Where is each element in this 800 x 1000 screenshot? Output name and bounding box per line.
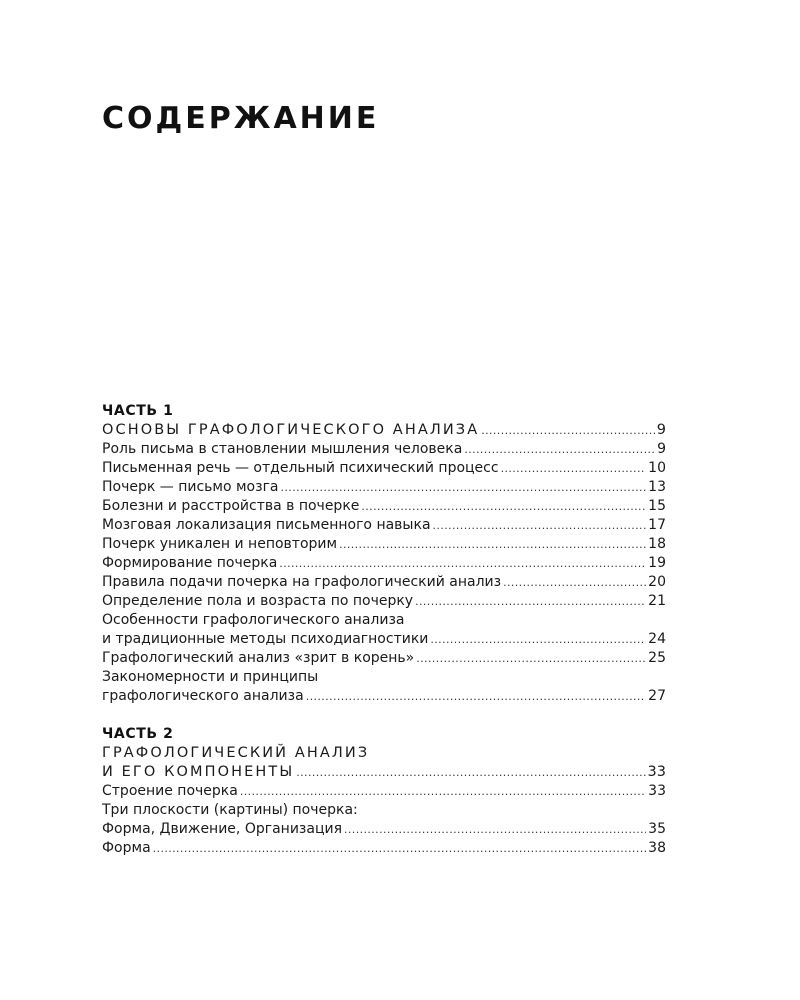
dot-leader bbox=[240, 782, 646, 801]
dot-leader bbox=[344, 820, 646, 839]
entry-title: и традиционные методы психодиагностики bbox=[102, 631, 429, 647]
part-1 bbox=[102, 402, 666, 706]
toc-entry[interactable] bbox=[102, 839, 666, 858]
entry-title: Мозговая локализация письменного навыка bbox=[102, 517, 431, 533]
toc-entry[interactable] bbox=[102, 573, 666, 592]
toc-entry[interactable] bbox=[102, 516, 666, 535]
entry-title-line1: ГРАФОЛОГИЧЕСКИЙ АНАЛИЗ bbox=[102, 745, 370, 761]
entry-title: Роль письма в становлении мышления человека bbox=[102, 441, 463, 457]
dot-leader bbox=[279, 554, 646, 573]
dot-leader bbox=[415, 592, 646, 611]
part-2 bbox=[102, 725, 666, 858]
dot-leader bbox=[306, 687, 646, 706]
part-label: ЧАСТЬ 1 bbox=[102, 403, 174, 419]
dot-leader bbox=[281, 478, 647, 497]
entry-title-line1: Три плоскости (картины) почерка: bbox=[102, 802, 358, 818]
toc-entry[interactable] bbox=[102, 668, 666, 706]
entry-title-line1: Закономерности и принципы bbox=[102, 669, 319, 685]
page-number: 27 bbox=[648, 688, 666, 704]
dot-leader bbox=[503, 573, 646, 592]
page-number: 10 bbox=[648, 460, 666, 476]
entry-title: Строение почерка bbox=[102, 783, 238, 799]
entry-title: Почерк уникален и неповторим bbox=[102, 536, 338, 552]
entry-title: И ЕГО КОМПОНЕНТЫ bbox=[102, 764, 295, 780]
toc-entry[interactable] bbox=[102, 497, 666, 516]
page-number: 38 bbox=[648, 840, 666, 856]
page-number: 33 bbox=[648, 783, 666, 799]
toc-entry[interactable] bbox=[102, 459, 666, 478]
toc-entry[interactable] bbox=[102, 440, 666, 459]
page-number: 35 bbox=[648, 821, 666, 837]
dot-leader bbox=[339, 535, 646, 554]
page-number: 17 bbox=[648, 517, 666, 533]
entry-title: Форма, Движение, Организация bbox=[102, 821, 342, 837]
dot-leader bbox=[501, 459, 647, 478]
entry-title: Формирование почерка bbox=[102, 555, 278, 571]
entry-title: Определение пола и возраста по почерку bbox=[102, 593, 414, 609]
entry-title: Письменная речь — отдельный психический процесс bbox=[102, 460, 499, 476]
page-number: 18 bbox=[648, 536, 666, 552]
entry-title: ОСНОВЫ ГРАФОЛОГИЧЕСКОГО АНАЛИЗА bbox=[102, 422, 480, 438]
page-number: 21 bbox=[648, 593, 666, 609]
page-number: 13 bbox=[648, 479, 666, 495]
page-number: 9 bbox=[656, 422, 666, 438]
entry-title: графологического анализа bbox=[102, 688, 304, 704]
page-number: 19 bbox=[648, 555, 666, 571]
toc-entry[interactable] bbox=[102, 554, 666, 573]
part-heading[interactable] bbox=[102, 744, 666, 782]
entry-title: Форма bbox=[102, 840, 151, 856]
dot-leader bbox=[153, 839, 647, 858]
toc-entry[interactable] bbox=[102, 801, 666, 839]
entry-title: Правила подачи почерка на графологический анализ bbox=[102, 574, 502, 590]
toc-entry[interactable] bbox=[102, 611, 666, 649]
entry-title: Графологический анализ «зрит в корень» bbox=[102, 650, 415, 666]
toc-entry[interactable] bbox=[102, 592, 666, 611]
dot-leader bbox=[464, 440, 655, 459]
dot-leader bbox=[433, 516, 647, 535]
toc-entry[interactable] bbox=[102, 782, 666, 801]
dot-leader bbox=[430, 630, 646, 649]
toc-entry[interactable] bbox=[102, 649, 666, 668]
page-number: 33 bbox=[647, 764, 666, 780]
dot-leader bbox=[416, 649, 646, 668]
page-number: 25 bbox=[648, 650, 666, 666]
entry-title: Почерк — письмо мозга bbox=[102, 479, 279, 495]
page-number: 24 bbox=[648, 631, 666, 647]
entry-title: Болезни и расстройства в почерке bbox=[102, 498, 360, 514]
page-number: 15 bbox=[648, 498, 666, 514]
table-of-contents bbox=[102, 402, 666, 858]
page-number: 20 bbox=[648, 574, 666, 590]
toc-entry[interactable] bbox=[102, 535, 666, 554]
page-number: 9 bbox=[657, 441, 666, 457]
part-heading[interactable] bbox=[102, 421, 666, 440]
page-title: СОДЕРЖАНИЕ bbox=[102, 101, 380, 136]
dot-leader bbox=[361, 497, 646, 516]
toc-entry[interactable] bbox=[102, 478, 666, 497]
dot-leader bbox=[481, 421, 655, 440]
part-label: ЧАСТЬ 2 bbox=[102, 726, 174, 742]
dot-leader bbox=[296, 763, 645, 782]
entry-title-line1: Особенности графологического анализа bbox=[102, 612, 405, 628]
